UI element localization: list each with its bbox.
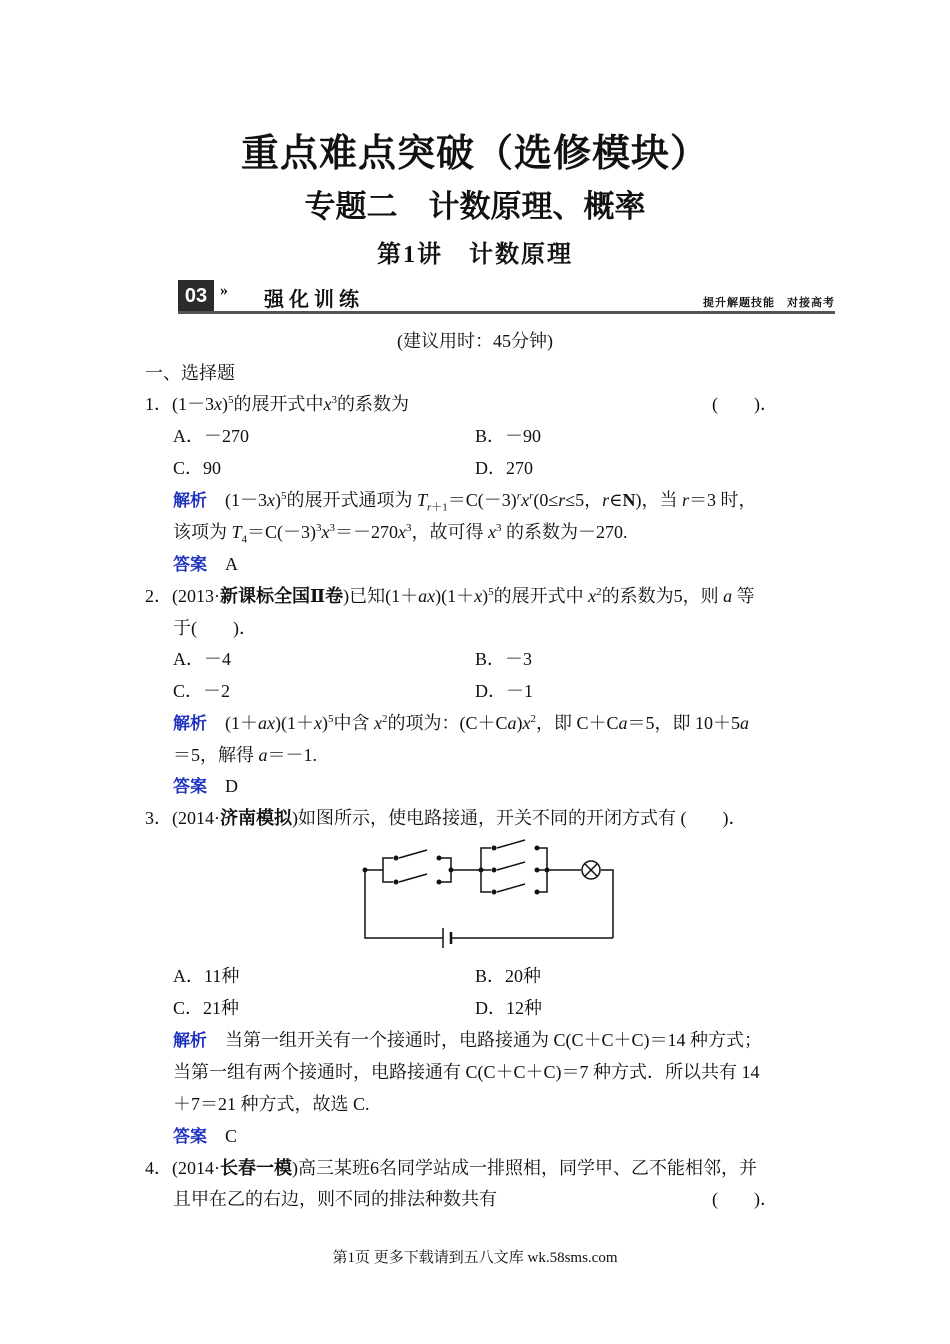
lecture-title: 第1讲 计数原理 (377, 242, 573, 268)
q3-solution-line3: ＋7＝21 种方式，故选 C. (173, 1094, 370, 1114)
solution-label: 解析 (173, 714, 207, 734)
q3-option-c: C．21种 (173, 998, 240, 1018)
main-title: 重点难点突破（选修模块） (240, 133, 709, 175)
q1-option-d: D．270 (475, 458, 533, 478)
banner-divider (178, 311, 835, 314)
chevron-right-icon: » (220, 282, 228, 299)
q3-solution-line1: 解析 当第一组开关有一个接通时，电路接通为 C(C＋C＋C)＝14 种方式； (173, 1030, 763, 1051)
solution-label: 解析 (173, 1031, 207, 1051)
time-note: (建议用时：45分钟) (397, 331, 553, 351)
q3-bracket: ( )． (680, 808, 747, 828)
q3-text: 如图所示，使电路接通，开关不同的开闭方式有 (298, 808, 676, 828)
q3-answer-line (173, 1125, 237, 1148)
q2-option-c: C．－2 (173, 681, 231, 701)
q2-source: 新课标全国Ⅱ卷 (220, 586, 344, 606)
q1-option-a: A．－270 (173, 426, 249, 446)
q1-option-c: C．90 (173, 458, 222, 478)
circuit-diagram (355, 838, 625, 948)
answer-label: 答案 (173, 555, 207, 575)
q2-option-d: D．－1 (475, 681, 533, 701)
q2-option-b: B．－3 (475, 649, 533, 669)
q4-number: 4． (145, 1158, 172, 1178)
q2-answer: D (225, 776, 238, 796)
q3-option-d: D．12种 (475, 998, 542, 1018)
answer-label: 答案 (173, 777, 207, 797)
q4-bracket: ( )． (712, 1189, 778, 1209)
q2-answer-line (173, 775, 238, 798)
banner-number: 03 (178, 280, 214, 314)
q1-solution-line1: 解析 $(1-3x)^5$的展开式通项为 $T_{r+1}=C(-3)^rx^r(0\le r\le 5$，r∈N)，当 r＝3 时， (173, 490, 757, 514)
q1-answer: A (225, 554, 238, 574)
q1-bracket: ( )． (712, 394, 778, 414)
q4-stem-line2: 且甲在乙的右边，则不同的排法种数共有 (173, 1189, 497, 1209)
q1-solution-line2: 该项为 $T_4=C(-3)^3x^3=-270x^3$，故可得 $x^3$ 的系数为－270. (173, 522, 628, 546)
q4-stem-line1: 4．(2014·长春一模)高三某班6名同学站成一排照相，同学甲、乙不能相邻，并 (145, 1158, 757, 1178)
subtitle: 专题二 计数原理、概率 (304, 189, 646, 224)
q2-solution-line2: ＝5，解得 a＝－1. (173, 745, 317, 765)
q3-option-b: B．20种 (475, 966, 542, 986)
q4-source: 长春一模 (220, 1158, 292, 1178)
q2-number: 2． (145, 586, 172, 606)
q2-solution-line1: 解析 $(1+ax)(1+x)^5$中含 $x^2$的项为：$(C+Ca)x^2$，即 C＋Ca＝5，即 10＋5a (173, 713, 750, 734)
banner-name: 强化训练 (264, 287, 364, 311)
q1-answer-line (173, 553, 238, 576)
q3-source: 济南模拟 (220, 808, 292, 828)
q1-stem: 1．$(1-3x)^5$的展开式中$x^3$的系数为 (145, 394, 409, 414)
section-banner (178, 280, 835, 314)
q2-option-a: A．－4 (173, 649, 231, 669)
answer-label: 答案 (173, 1127, 207, 1147)
page-footer: 第1页 更多下载请到五八文库 wk.58sms.com (332, 1250, 618, 1266)
q2-stem-line2: 于( )． (173, 618, 257, 638)
q3-solution-line2: 当第一组有两个接通时，电路接通有 C(C＋C＋C)＝7 种方式．所以共有 14 (173, 1062, 760, 1082)
q1-number: 1． (145, 394, 172, 414)
q2-stem-line1: 2．(2013·新课标全国Ⅱ卷)已知$(1+ax)(1+x)^5$的展开式中 $x^2$的系数为5，则 a 等 (145, 586, 755, 606)
q4-text-line1: 高三某班6名同学站成一排照相，同学甲、乙不能相邻，并 (298, 1158, 757, 1178)
q3-number: 3． (145, 808, 172, 828)
q3-option-a: A．11种 (173, 966, 240, 986)
q3-stem: 3．(2014·济南模拟)如图所示，使电路接通，开关不同的开闭方式有 ( )． (145, 808, 747, 828)
banner-slogan: 提升解题技能 对接高考 (703, 296, 835, 309)
section-heading: 一、选择题 (145, 363, 235, 383)
q3-answer: C (225, 1126, 238, 1146)
solution-label: 解析 (173, 491, 207, 511)
q1-option-b: B．－90 (475, 426, 542, 446)
